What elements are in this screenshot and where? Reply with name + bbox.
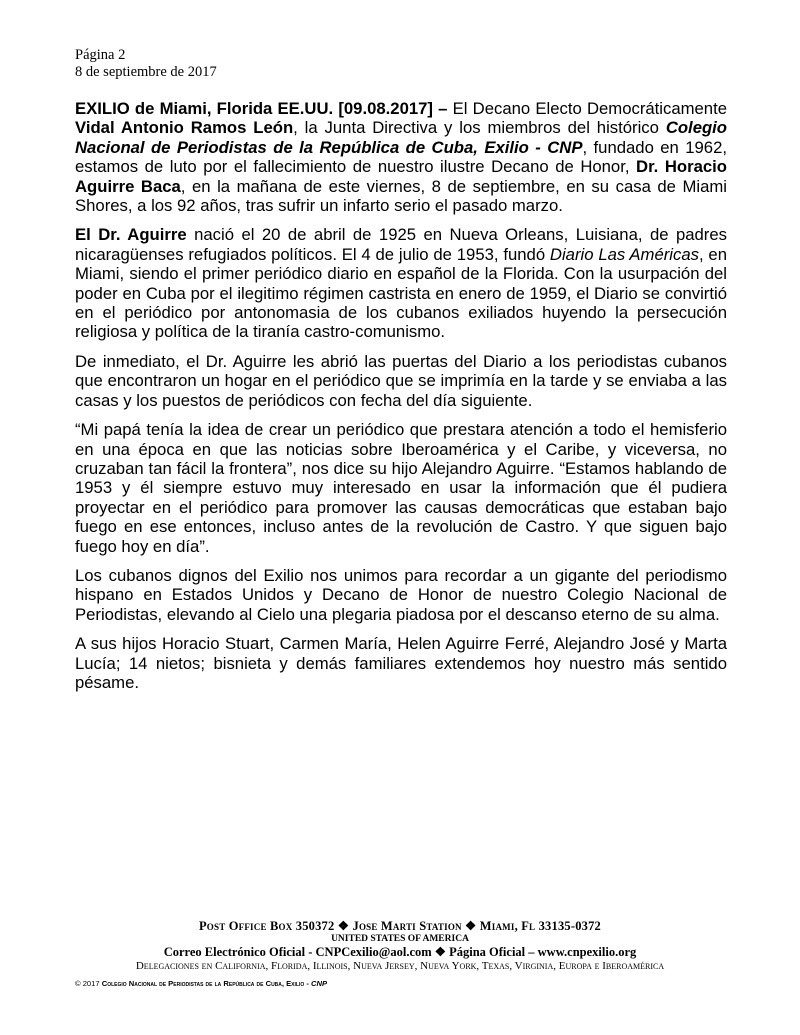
paragraph-5: Los cubanos dignos del Exilio nos unimos para recordar a un gigante del periodismo hispano en Estados Unidos y Decano de Honor de nuestro Colegio Nacional de Periodistas, elevando al Cielo una plegaria piadosa por el descanso eterno de su alma. bbox=[75, 565, 727, 624]
paragraph-4: “Mi papá tenía la idea de crear un periódico que prestara atención a todo el hemisferio en una época en que las noticias sobre Iberoamérica y el Caribe, y viceversa, no cruzaban tan fácil la frontera”, nos dice su hijo Alejandro Aguirre. “Estamos hablando de 1953 y él siempre estuvo muy interesado en usar la información que él pudiera proyectar en el periódico para promover las causas democráticas que estaban bajo fuego en ese entonces, incluso antes de la revolución de Castro. Y que siguen bajo fuego hoy en día”. bbox=[75, 420, 727, 556]
header-date: 8 de septiembre de 2017 bbox=[75, 64, 217, 80]
dateline: EXILIO de Miami, Florida EE.UU. [09.08.2017] – bbox=[75, 99, 448, 118]
paragraph-1: EXILIO de Miami, Florida EE.UU. [09.08.2017] – El Decano Electo Democráticamente Vidal Antonio Ramos León, la Junta Directiva y los miembros del histórico Colegio Nacional de Periodistas de la República de Cuba, Exilio - CNP, fundado en 1962, estamos de luto por el fallecimiento de nuestro ilustre Decano de Honor, Dr. Horacio Aguirre Baca, en la mañana de este viernes, 8 de septiembre, en su casa de Miami Shores, a los 92 años, tras sufrir un infarto serio el pasado marzo. bbox=[75, 99, 728, 216]
footer-country: UNITED STATES OF AMERICA bbox=[331, 934, 469, 944]
page-number: Página 2 bbox=[75, 47, 126, 63]
footer-contact: Correo Electrónico Oficial - CNPCexilio@aol.com ❖ Página Oficial – www.cnpexilio.org bbox=[163, 945, 637, 959]
newspaper-name: Diario Las Américas bbox=[549, 244, 699, 264]
article-body bbox=[75, 99, 727, 702]
paragraph-6: A sus hijos Horacio Stuart, Carmen María, Helen Aguirre Ferré, Alejandro José y Marta Lucía; 14 nietos; bisnieta y demás familiares extendemos hoy nuestro más sentido pésame. bbox=[75, 634, 727, 692]
footer-address: Post Office Box 350372 ❖ Jose Marti Station ❖ Miami, Fl 33135-0372 bbox=[198, 919, 602, 933]
page-header bbox=[75, 47, 217, 81]
organization-name: Colegio Nacional de Periodistas de la República de Cuba, Exilio - CNP bbox=[75, 118, 727, 157]
footer-delegations: Delegaciones en California, Florida, Illinois, Nueva Jersey, Nueva York, Texas, Virginia, Europa e Iberoamérica bbox=[135, 960, 665, 972]
paragraph-2: El Dr. Aguirre nació el 20 de abril de 1925 en Nueva Orleans, Luisiana, de padres nicaragüenses refugiados políticos. El 4 de julio de 1953, fundó Diario Las Américas, en Miami, siendo el primer periódico diario en español de la Florida. Con la usurpación del poder en Cuba por el ilegitimo régimen castrista en enero de 1959, el Diario se convirtió en el periódico por antonomasia de los cubanos exiliados huyendo la persecución religiosa y política de la tiranía castro-comunismo. bbox=[75, 225, 727, 342]
honoree-name: Dr. Horacio Aguirre Baca bbox=[75, 157, 727, 196]
copyright-notice: © 2017 Colegio Nacional de Periodistas de la República de Cuba, Exilio - CNP bbox=[75, 979, 328, 988]
page-footer bbox=[0, 919, 800, 973]
paragraph-3: De inmediato, el Dr. Aguirre les abrió las puertas del Diario a los periodistas cubanos que encontraron un hogar en el periódico que se imprimía en la tarde y se enviaba a las casas y los puestos de periódicos con fecha del día siguiente. bbox=[75, 351, 727, 410]
dean-name: Vidal Antonio Ramos León bbox=[75, 118, 294, 138]
